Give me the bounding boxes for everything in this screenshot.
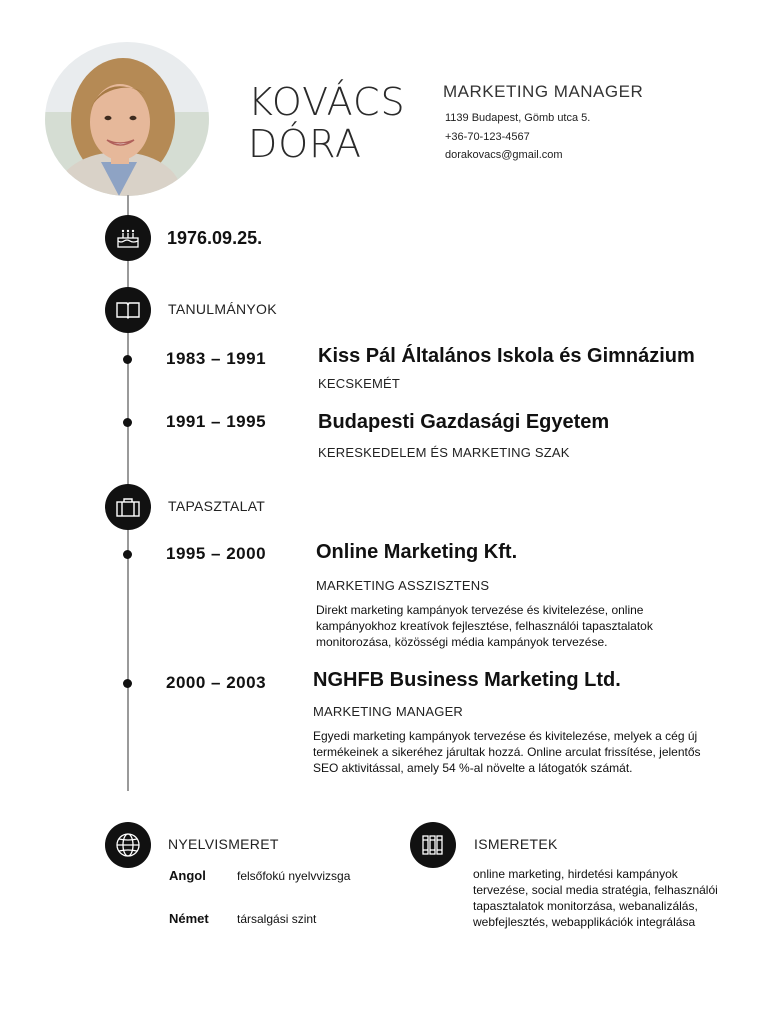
job-role: MARKETING ASSZISZTENS (316, 578, 490, 593)
books-icon (410, 822, 456, 868)
profile-photo (45, 42, 209, 196)
timeline-dot (123, 679, 132, 688)
language-level: társalgási szint (237, 912, 317, 926)
school-name: Kiss Pál Általános Iskola és Gimnázium (318, 345, 695, 367)
language-name: Német (169, 911, 209, 926)
experience-years: 1995 – 2000 (166, 544, 267, 563)
company-name: NGHFB Business Marketing Ltd. (313, 669, 621, 691)
languages-title: NYELVISMERET (168, 836, 279, 852)
school-detail: KERESKEDELEM ÉS MARKETING SZAK (318, 445, 570, 460)
job-description: Egyedi marketing kampányok tervezése és kivitelezése, melyek a cég új termékeinek a sikeréhez járultak hozzá. Online arculat frissítése, jelentős SEO aktivitással, amely 54 %-al növelte a látogatók számát. (313, 729, 701, 775)
skills-text: online marketing, hirdetési kampányok tervezése, social media stratégia, felhasználói tapasztalatok monitorzása, webanalizálás, webfejlesztés, webapplikációk integrálása (473, 867, 718, 929)
briefcase-icon (105, 484, 151, 530)
email[interactable]: dorakovacs@gmail.com (445, 149, 563, 161)
last-name: KOVÁCS (248, 80, 406, 124)
timeline-dot (123, 355, 132, 364)
language-level: felsőfokú nyelvvizsga (237, 869, 351, 883)
address: 1139 Budapest, Gömb utca 5. (445, 112, 591, 124)
job-description: Direkt marketing kampányok tervezése és kivitelezése, online kampányokhoz kreatívok fejlesztése, felhasználói tapasztalatok monitorozása, közösségi média kampányok tervezése. (316, 603, 653, 649)
globe-icon (105, 822, 151, 868)
birthday-cake-icon (105, 215, 151, 261)
skills-title: ISMERETEK (474, 836, 558, 852)
job-title: MARKETING MANAGER (443, 82, 644, 101)
timeline-dot (123, 418, 132, 427)
education-title: TANULMÁNYOK (168, 301, 277, 317)
school-detail: KECSKEMÉT (318, 376, 400, 391)
school-name: Budapesti Gazdasági Egyetem (318, 411, 610, 433)
experience-title: TAPASZTALAT (168, 498, 266, 514)
birth-date: 1976.09.25. (167, 228, 263, 248)
job-role: MARKETING MANAGER (313, 704, 464, 719)
language-name: Angol (169, 868, 206, 883)
company-name: Online Marketing Kft. (316, 541, 518, 563)
education-years: 1991 – 1995 (166, 412, 267, 431)
book-icon (105, 287, 151, 333)
first-name: DÓRA (248, 122, 363, 166)
phone: +36-70-123-4567 (445, 131, 530, 143)
timeline-dot (123, 550, 132, 559)
experience-years: 2000 – 2003 (166, 673, 267, 692)
education-years: 1983 – 1991 (166, 349, 267, 368)
